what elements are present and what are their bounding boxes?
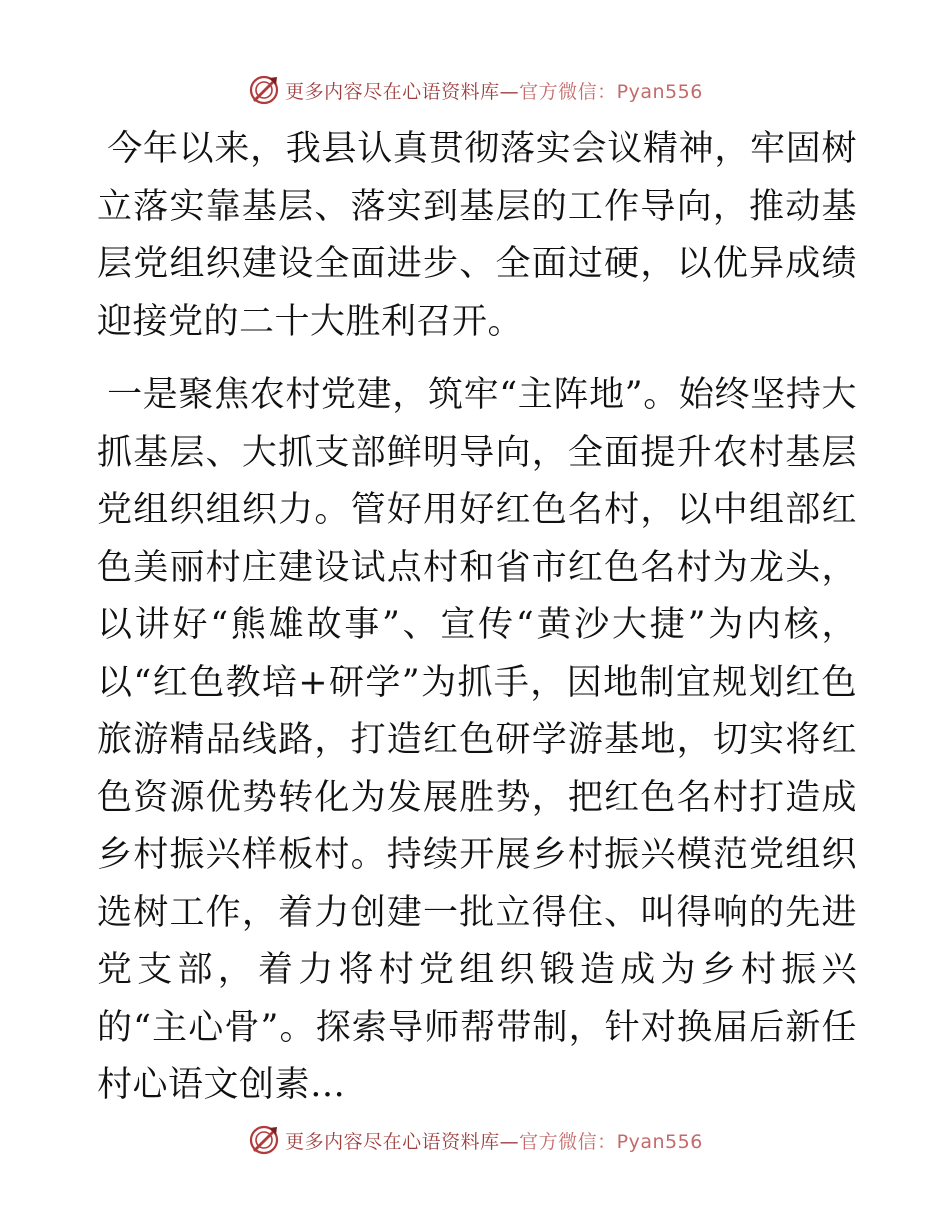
paragraph-rural-party-building-text: 一是聚焦农村党建，筑牢“主阵地”。始终坚持大抓基层、大抓支部鲜明导向，全面提升农村基层党组织组织力。管好用好红色名村，以中组部红色美丽村庄建设试点村和省市红色名村为龙头，以讲好“熊雄故事”、宣传“黄沙大捷”为内核，以“红色教培+研学”为抓手，因地制宜规划红色旅游精品线路，打造红色研学游基地，切实将红色资源优势转化为发展胜势，把红色名村打造成乡村振兴样板村。持续开展乡村振兴模范党组织选树工作，着力创建一批立得住、叫得响的先进党支部，着力将村党组织锻造成为乡村振兴的“主心骨”。探索导师帮带制，针对换届后新任村心语文创素… (97, 375, 857, 1105)
header-banner (0, 72, 950, 108)
brand-logo-icon (247, 1123, 281, 1157)
document-body (97, 121, 857, 1115)
header-banner-text: 更多内容尽在心语资料库— (285, 80, 520, 103)
footer-banner-text: 更多内容尽在心语资料库— (285, 1130, 520, 1153)
header-banner-wechat: 官方微信：Pyan556 (519, 80, 703, 103)
footer-banner-wechat: 官方微信：Pyan556 (519, 1130, 703, 1153)
paragraph-rural-party-building (97, 367, 857, 1115)
paragraph-intro-text: 今年以来，我县认真贯彻落实会议精神，牢固树立落实靠基层、落实到基层的工作导向，推动基层党组织建设全面进步、全面过硬，以优异成绩迎接党的二十大胜利召开。 (97, 129, 857, 342)
brand-logo-icon (247, 73, 281, 107)
paragraph-intro (97, 121, 857, 351)
footer-banner (0, 1122, 950, 1158)
